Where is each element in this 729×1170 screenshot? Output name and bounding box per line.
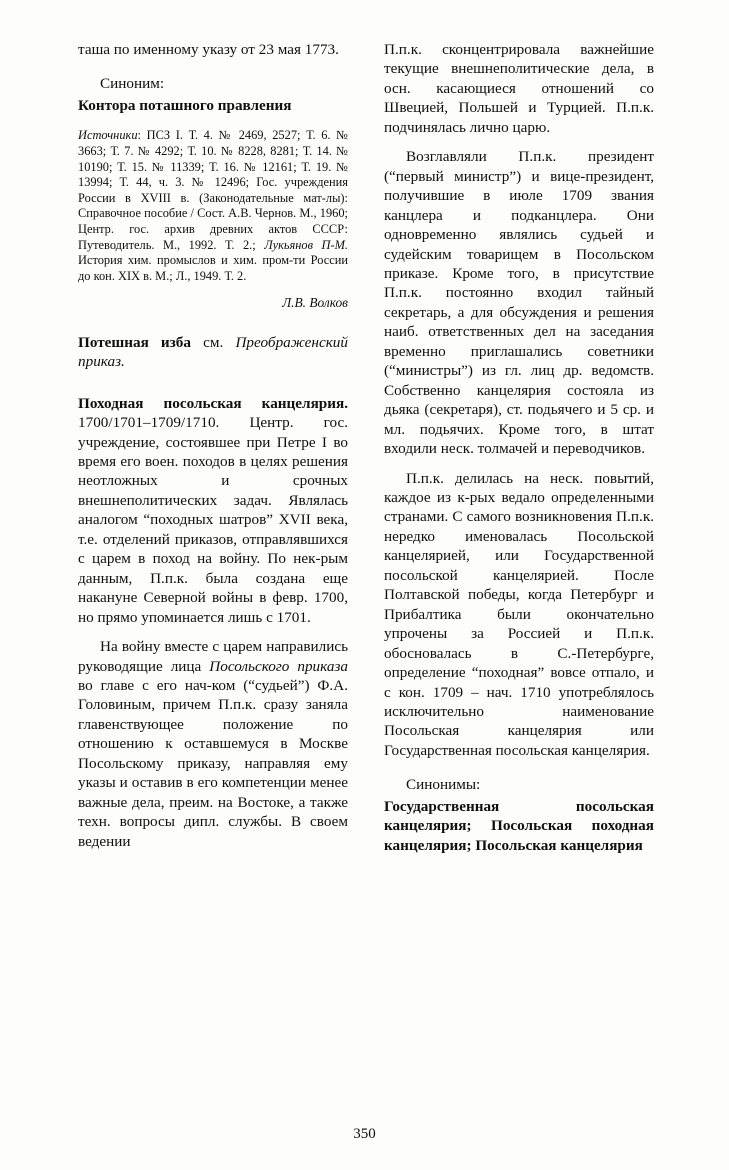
synonyms-label: Синонимы: <box>406 776 481 794</box>
cross-reference: Посольского приказа <box>209 657 348 675</box>
paragraph-text-post: во главе с его нач-ком (“судьей”) Ф.А. Головиным, причем П.п.к. сразу заняла главенствующее положение по отношению к оставшемуся в Москве Посольскому приказу, направляя ему указы и оставив в его компетенции менее важные дела, преим. на Востоке, а также техн. вопросы дипл. службы. В своем ведении <box>78 677 348 850</box>
right-paragraph-1: П.п.к. сконцентрировала важнейшие текущие внешнеполитические дела, в осн. касающиеся отношений со Швецией, Польшей и Турцией. П.п.к. подчинялась лично царю. <box>384 41 654 136</box>
sources-label: Источники <box>78 128 138 143</box>
cross-reference: Преображенский приказ. <box>78 333 348 371</box>
entry-headword: Походная посольская канцелярия. <box>78 394 348 412</box>
two-column-body <box>78 40 654 1105</box>
synonym-value: Контора поташного правления <box>78 96 292 114</box>
sources-text: : ПСЗ I. Т. 4. № 2469, 2527; Т. 6. № 3663; Т. 7. № 4292; Т. 10. № 8228, 8281; Т. 14. № 10190; Т. 15. № 11339; Т. 16. № 12161; Т. 19. № 13994; Т. 44, ч. 3. № 12496; Гос. учреждения России в XVIII в. (Законодательные мат-лы): Справочное пособие / Сост. А.В. Чернов. М., 1960; Центр. гос. архив древних актов СССР: Путеводитель. М., 1992. Т. 2.; <box>78 128 348 252</box>
synonyms-value: Государственная посольская канцелярия; Посольская походная канцелярия; Посольская канцелярия <box>384 797 654 854</box>
sources-text-2: История хим. промыслов и хим. пром-ти России до кон. XIX в. М.; Л., 1949. Т. 2. <box>78 253 348 283</box>
entry-headword: Потешная изба <box>78 333 191 351</box>
sources-author-italic: Лукьянов П-М. <box>264 237 349 252</box>
paragraph-text-pre: На войну вместе с царем направились руководящие лица <box>78 638 348 675</box>
entry-potesnaya-izba <box>78 333 348 372</box>
page-number: 350 <box>353 1126 376 1142</box>
entry-paragraph-2 <box>78 637 348 851</box>
sources-block <box>78 128 348 284</box>
synonym-label: Синоним: <box>100 75 165 93</box>
right-paragraph-2: Возглавляли П.п.к. президент (“первый министр”) и вице-президент, получившие в июле 1709 звания канцлера и подканцлера. Они одновременно являлись судьей и судейским товарищем в Посольском приказе. Кроме того, в присутствие П.п.к. постоянно входил тайный секретарь, а для обсуждения и решения наиб. ответственных дел на заседания временно приглашались советники (“министры”) из гл. лиц др. ведомств. Собственно канцелярия состояла из дьяка (секретаря), ст. подьячего и 5 ср. и мл. подьячих. Кроме того, в штат входили неск. толмачей и переводчиков. <box>384 148 654 458</box>
entry-body: 1700/1701–1709/1710. Центр. гос. учреждение, состоявшее при Петре I во время его воен. походов в целях решения неотложных и срочных внешнеполитических задач. Являлась аналогом “походных шатров” XVII века, т.е. отделений приказов, отправлявшихся с царем в поход на войну. По нек-рым данным, П.п.к. была создана еще накануне Северной войны в февр. 1700, но прямо упоминается лишь с 1701. <box>78 414 348 626</box>
right-paragraph-3: П.п.к. делилась на неск. повытий, каждое из к-рых ведало определенными странами. С самого возникновения П.п.к. нередко именовалась Посольской канцелярией, или Государственной посольской канцелярией. После Полтавской победы, когда Петербург и Прибалтика были окончательно упрочены за Россией и П.п.к. обосновалась в С.-Петербурге, определение “походная” вовсе отпало, и с кон. 1709 – нач. 1710 употреблялось исключительно наименование Посольская канцелярия или Государственная посольская канцелярия. <box>384 469 654 759</box>
entry-author: Л.В. Волков <box>282 294 348 310</box>
continued-paragraph: таша по именному указу от 23 мая 1773. <box>78 41 339 58</box>
right-column <box>384 40 654 1105</box>
entry-pohodnaya-kancelyariya <box>78 394 348 627</box>
left-column <box>78 40 348 1105</box>
see-also-text: см. <box>190 333 236 351</box>
